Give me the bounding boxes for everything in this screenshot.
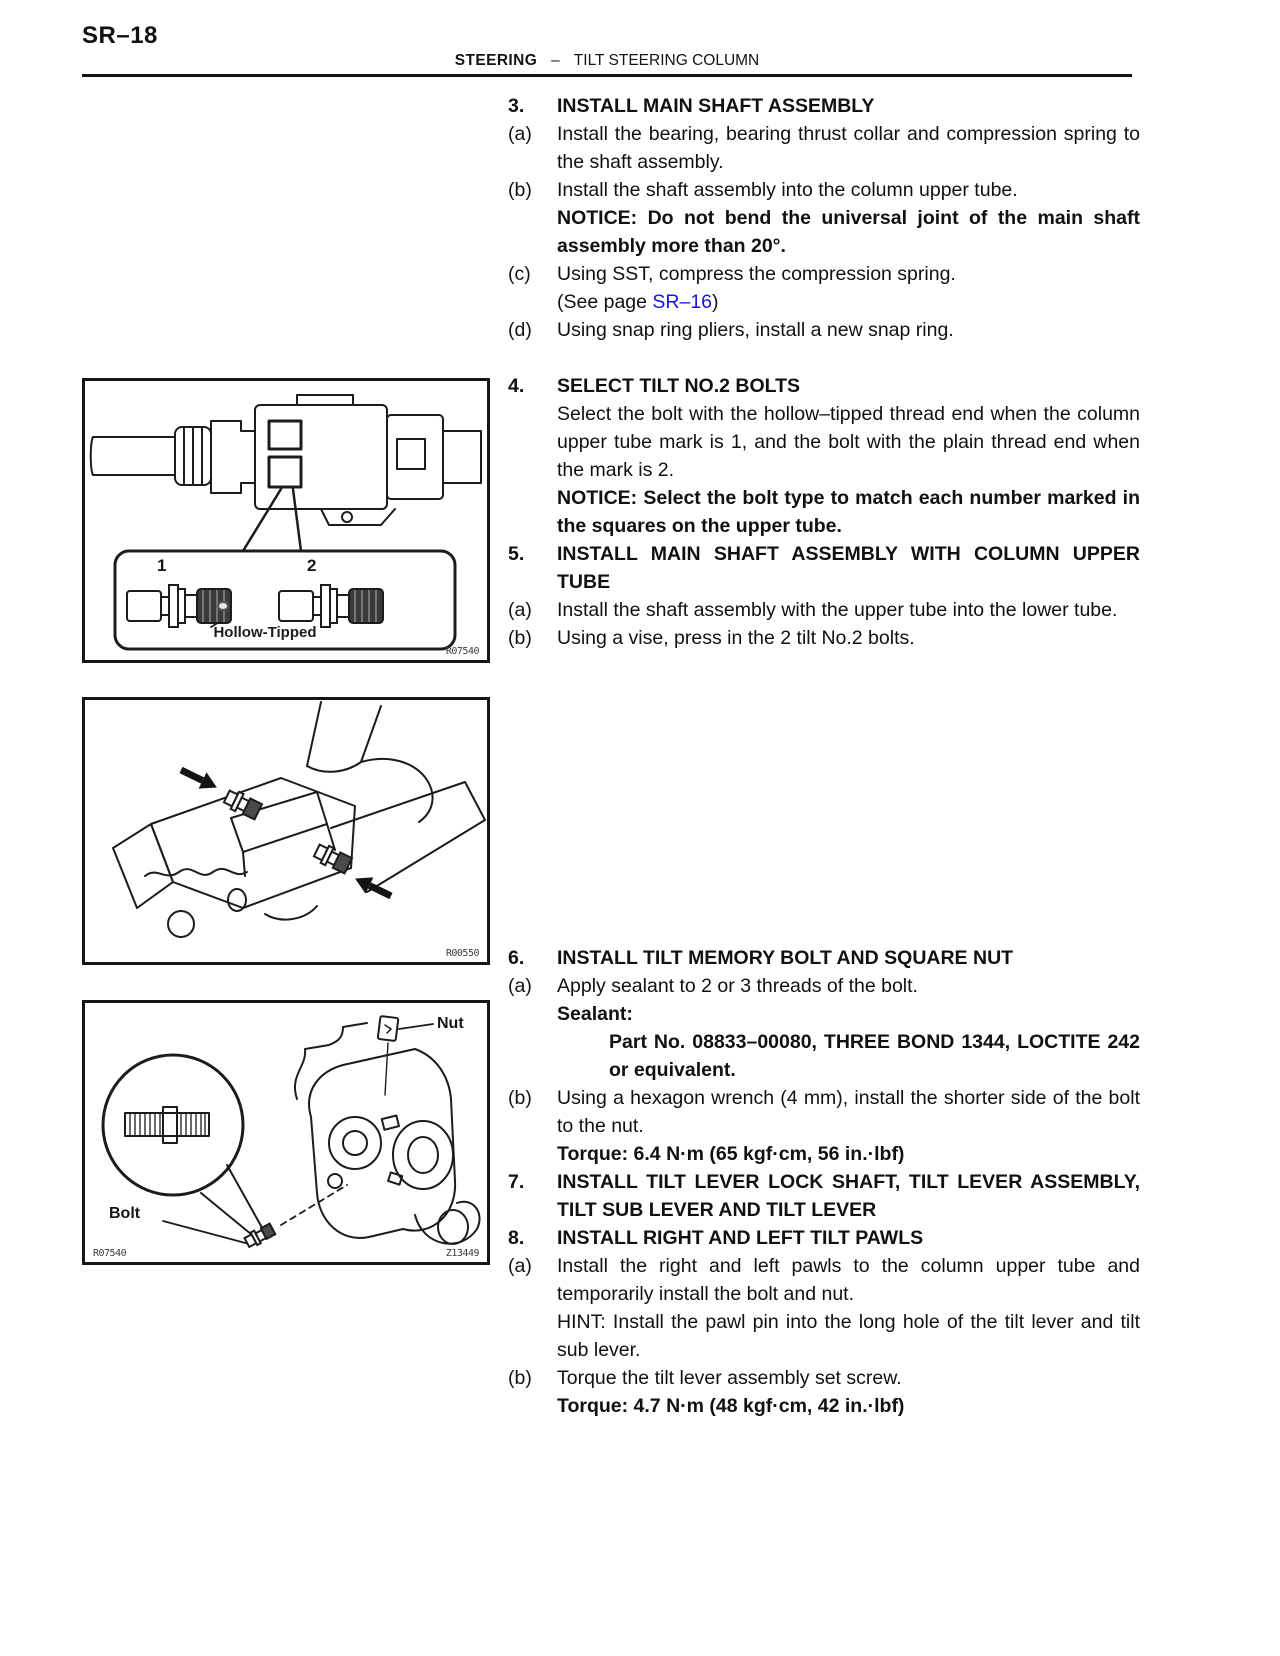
notice-text: NOTICE: Select the bolt type to match each number marked in the squares on the upper tube.: [557, 487, 1140, 537]
callout-pointer: [243, 489, 301, 551]
step-row: [508, 624, 1140, 652]
section-label: STEERING: [454, 52, 538, 69]
step-row: [508, 1364, 1140, 1392]
figure-code: R07540: [93, 1248, 127, 1259]
sealant-label: Sealant:: [557, 1003, 633, 1025]
mark-square-1: [269, 421, 301, 449]
step-row: [508, 204, 1140, 260]
step-row: [508, 1084, 1140, 1140]
bolt-2-drawing: [279, 585, 383, 627]
step-row: [508, 1168, 1140, 1224]
see-page-suffix: ): [712, 291, 719, 313]
item-text: Install the shaft assembly into the column upper tube.: [557, 179, 1018, 201]
nut-label: Nut: [437, 1015, 464, 1032]
item-text-line: Using SST, compress the compression spring.: [557, 263, 956, 285]
step-row: [508, 596, 1140, 624]
see-page-line: [557, 288, 1140, 316]
step-number: 5.: [508, 543, 525, 565]
square-nut-shape: [378, 1016, 399, 1041]
bolt-1-drawing: [127, 585, 231, 627]
header-divider: [82, 74, 1132, 77]
step-row: [508, 92, 1140, 120]
left-shaft-lines: [91, 437, 175, 475]
step-number: 8.: [508, 1227, 525, 1249]
press-bolts-drawing: [85, 700, 487, 962]
item-label: (b): [508, 627, 532, 649]
step-row: [508, 400, 1140, 484]
step-body: Select the bolt with the hollow–tipped thread end when the column upper tube mark is 1, and the bolt with the plain thread end when the mark is 2.: [557, 403, 1140, 481]
step-row: [508, 1224, 1140, 1252]
item-label: (b): [508, 1367, 532, 1389]
step-row: [508, 1308, 1140, 1364]
step-title: INSTALL TILT MEMORY BOLT AND SQUARE NUT: [557, 947, 1014, 969]
header-breadcrumb: [82, 52, 1132, 70]
item-text: Using snap ring pliers, install a new snap ring.: [557, 319, 954, 341]
step-row: [508, 944, 1140, 972]
memory-bolt-small: [244, 1223, 276, 1249]
step-row: [508, 1140, 1140, 1168]
bolt-mark-2-label: 2: [307, 556, 317, 575]
step-row: [508, 372, 1140, 400]
insert-dashed-line: [281, 1185, 347, 1225]
step-row: [508, 484, 1140, 540]
torque-spec: Torque: 6.4 N·m (65 kgf·cm, 56 in.·lbf): [557, 1143, 905, 1165]
step-row: [508, 316, 1140, 344]
step-row: [508, 972, 1140, 1000]
mark-square-2: [269, 457, 301, 487]
figure-memory-bolt: [82, 1000, 490, 1265]
nut-pointer-line: [399, 1024, 433, 1029]
figure-code: R07540: [445, 646, 479, 657]
item-label: (c): [508, 263, 531, 285]
item-text: Torque the tilt lever assembly set screw.: [557, 1367, 902, 1389]
step-number: 3.: [508, 95, 525, 117]
bolt-mark-1-label: 1: [157, 556, 167, 575]
figure-bolt-selection: [82, 378, 490, 663]
step-title: SELECT TILT NO.2 BOLTS: [557, 375, 801, 397]
item-text: Install the right and left pawls to the column upper tube and temporarily install the bolt and nut.: [557, 1255, 1140, 1305]
steps-4-5-block: [508, 372, 1140, 652]
notice-text: NOTICE: Do not bend the universal joint of the main shaft assembly more than 20°.: [557, 207, 1140, 257]
step-row: [508, 1028, 1140, 1084]
item-text: Install the bearing, bearing thrust collar and compression spring to the shaft assembly.: [557, 123, 1140, 173]
item-label: (b): [508, 179, 532, 201]
step-row: [508, 1392, 1140, 1420]
step-title: INSTALL RIGHT AND LEFT TILT PAWLS: [557, 1227, 924, 1249]
step-row: [508, 176, 1140, 204]
column-housing: [309, 1049, 455, 1238]
bolt-selection-drawing: [85, 381, 487, 660]
vise-plate: [331, 782, 485, 892]
step-title: INSTALL MAIN SHAFT ASSEMBLY: [557, 95, 875, 117]
tilt-bolt-b: [313, 842, 353, 874]
step-number: 7.: [508, 1171, 525, 1193]
figure-code: R00550: [445, 948, 479, 959]
torn-edge: [145, 869, 247, 876]
subsection-label: TILT STEERING COLUMN: [573, 52, 760, 69]
step-row: [508, 260, 1140, 316]
step-3-block: [508, 92, 1140, 344]
page-number: SR–18: [82, 22, 158, 49]
item-label: (b): [508, 1087, 532, 1109]
balloon-tail: [201, 1165, 265, 1239]
item-label: (a): [508, 975, 532, 997]
step-number: 6.: [508, 947, 525, 969]
item-text: Using a vise, press in the 2 tilt No.2 bolts.: [557, 627, 915, 649]
item-label: (a): [508, 1255, 532, 1277]
figure-press-bolts: [82, 697, 490, 965]
hint-text: HINT: Install the pawl pin into the long hole of the tilt lever and tilt sub lever.: [557, 1311, 1140, 1361]
item-text: [557, 260, 1140, 316]
item-label: (d): [508, 319, 532, 341]
hollow-tipped-label: Hollow-Tipped: [213, 624, 317, 641]
hollow-tip-mark: [218, 602, 228, 610]
step-title: INSTALL MAIN SHAFT ASSEMBLY WITH COLUMN UPPER TUBE: [557, 543, 1140, 593]
figure-code: Z13449: [445, 1248, 479, 1259]
torque-spec: Torque: 4.7 N·m (48 kgf·cm, 42 in.·lbf): [557, 1395, 905, 1417]
see-page-prefix: (See page: [557, 291, 653, 313]
sealant-value: Part No. 08833–00080, THREE BOND 1344, LOCTITE 242 or equivalent.: [609, 1031, 1140, 1081]
breadcrumb-dash: –: [551, 52, 560, 69]
step-title: INSTALL TILT LEVER LOCK SHAFT, TILT LEVER ASSEMBLY, TILT SUB LEVER AND TILT LEVER: [557, 1171, 1140, 1221]
item-text: Apply sealant to 2 or 3 threads of the bolt.: [557, 975, 918, 997]
step-row: [508, 120, 1140, 176]
arrow-icon: [351, 870, 395, 904]
arrow-icon: [177, 762, 221, 796]
item-label: (a): [508, 599, 532, 621]
bolt-label: Bolt: [109, 1205, 141, 1222]
steps-6-8-block: [508, 944, 1140, 1420]
see-page-link[interactable]: SR–16: [652, 291, 713, 313]
step-row: [508, 540, 1140, 596]
item-label: (a): [508, 123, 532, 145]
item-text: Install the shaft assembly with the upper tube into the lower tube.: [557, 599, 1118, 621]
item-text: Using a hexagon wrench (4 mm), install the shorter side of the bolt to the nut.: [557, 1087, 1140, 1137]
step-row: [508, 1000, 1140, 1028]
step-row: [508, 1252, 1140, 1308]
memory-bolt-drawing: [85, 1003, 487, 1262]
step-number: 4.: [508, 375, 525, 397]
